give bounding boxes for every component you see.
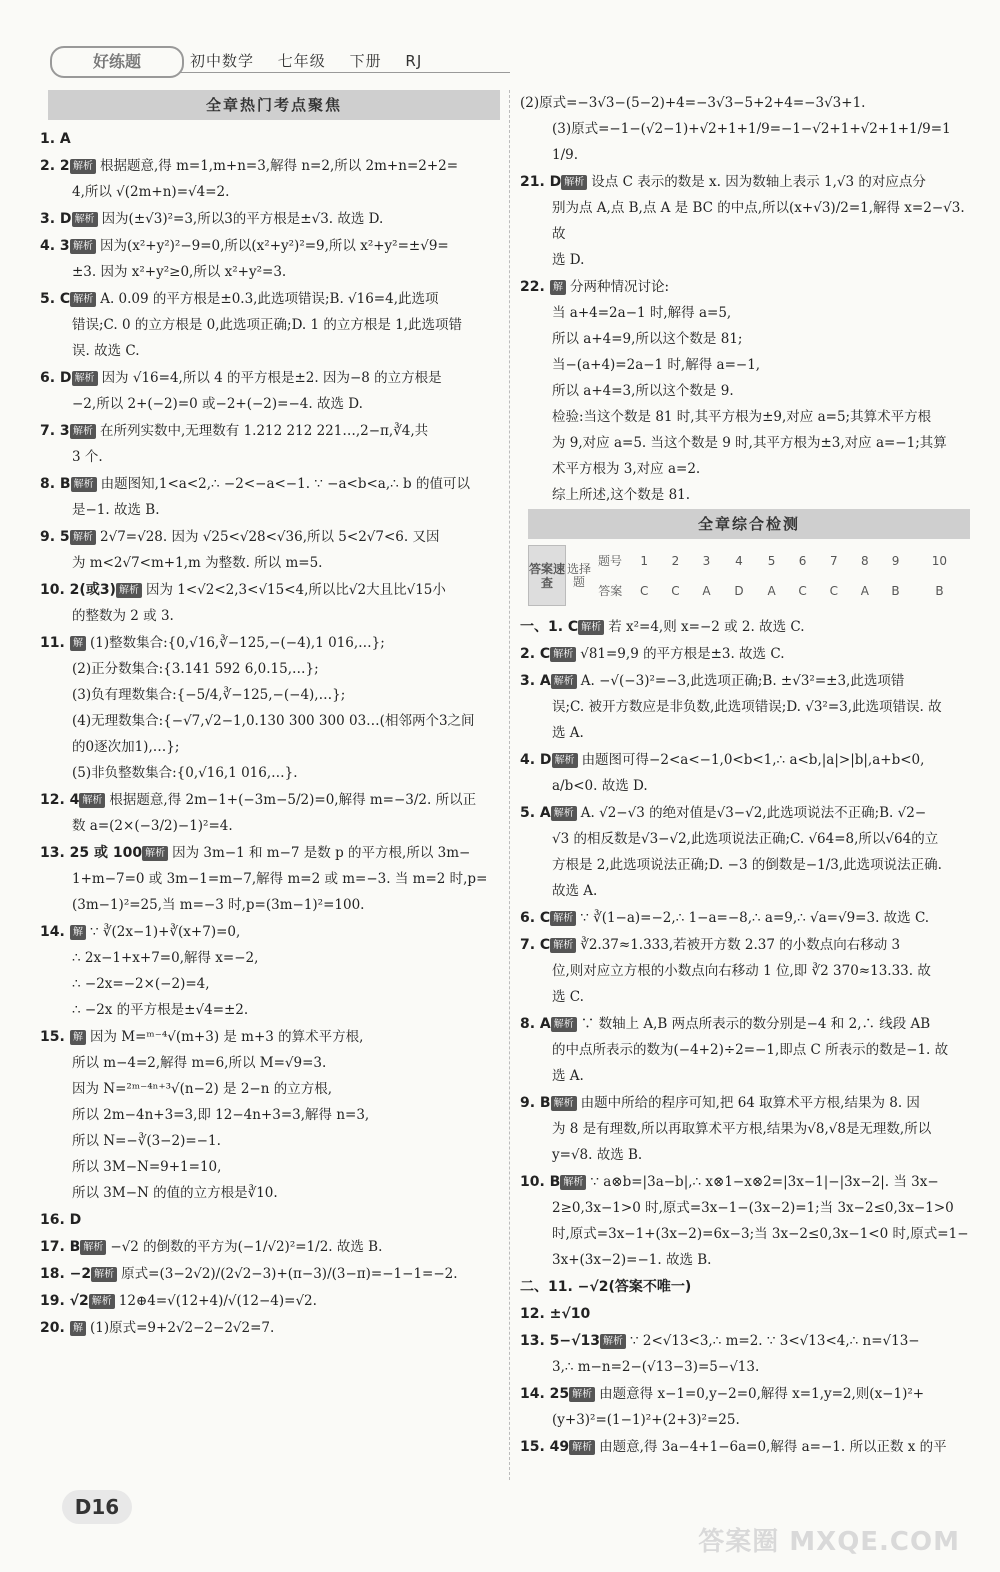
analysis-tag: 解析 bbox=[551, 1017, 577, 1032]
answer-number: 22. bbox=[520, 279, 545, 295]
analysis-tag: 解析 bbox=[72, 212, 98, 227]
answer-item bbox=[520, 169, 970, 273]
answer-item bbox=[40, 1024, 500, 1206]
answer-text: 2√7=√28. 因为 √25<√28<√36,所以 5<2√7<6. 又因 bbox=[100, 529, 440, 545]
section-title-left: 全章热门考点聚焦 bbox=[48, 90, 500, 120]
answer-text: 所以 2m−4n+3=3,即 12−4n+3=3,解得 n=3, bbox=[72, 1107, 370, 1123]
answer-number: 15. bbox=[40, 1029, 65, 1045]
answer-number: 5. A bbox=[520, 805, 551, 821]
answer-text: 为 9,对应 a=5. 当这个数是 9 时,其平方根为±3,对应 a=−1;其算 bbox=[552, 435, 947, 451]
answer-text: 因为 M=ᵐ⁻⁴√(m+3) 是 m+3 的算术平方根, bbox=[90, 1029, 364, 1045]
analysis-tag: 解析 bbox=[550, 911, 576, 926]
answer-text: 若 x²=4,则 x=−2 或 2. 故选 C. bbox=[608, 619, 805, 635]
answer-text: 分两种情况讨论: bbox=[570, 279, 670, 295]
answer-text: (1)原式=9+2√2−2−2√2=7. bbox=[90, 1320, 275, 1336]
answer-item bbox=[520, 274, 970, 508]
analysis-tag: 解 bbox=[70, 1321, 86, 1336]
answer-item bbox=[40, 1315, 500, 1341]
answer-number: 6. C bbox=[520, 910, 551, 926]
answer-text: 因为 N=²ᵐ⁻⁴ⁿ⁺³√(n−2) 是 2−n 的立方根, bbox=[72, 1081, 333, 1097]
edition: RJ bbox=[405, 52, 423, 70]
answer-number: 21. D bbox=[520, 174, 562, 190]
answer-text: (3)负有理数集合:{−5/4,∛−125,−(−4),…}; bbox=[72, 687, 346, 703]
answer-text: 为 8 是有理数,所以再取算术平方根,结果为√8,√8是无理数,所以 bbox=[552, 1121, 932, 1137]
answer-item bbox=[40, 919, 500, 1023]
answer-letter: D bbox=[734, 583, 744, 598]
answer-text: 因为 3m−1 和 m−7 是数 p 的平方根,所以 3m− bbox=[172, 845, 471, 861]
page-number: D16 bbox=[62, 1490, 132, 1524]
answer-item bbox=[520, 668, 970, 746]
answer-item bbox=[520, 932, 970, 1010]
analysis-tag: 解析 bbox=[71, 477, 97, 492]
analysis-tag: 解析 bbox=[70, 292, 96, 307]
answer-text: 因为 1<√2<2,3<√15<4,所以比√2大且比√15小 bbox=[145, 582, 446, 598]
analysis-tag: 解析 bbox=[72, 371, 98, 386]
answer-text: 是−1. 故选 B. bbox=[72, 502, 160, 518]
answer-text: 因为(x²+y²)²−9=0,所以(x²+y²)²=9,所以 x²+y²=±√9= bbox=[100, 238, 449, 254]
analysis-tag: 解析 bbox=[91, 1267, 117, 1282]
answer-table-label: 答案速查 bbox=[529, 546, 566, 606]
answer-item bbox=[520, 1381, 970, 1433]
answer-number: 14. bbox=[40, 924, 65, 940]
answer-number: 9. B bbox=[520, 1095, 551, 1111]
answer-item bbox=[520, 747, 970, 799]
answer-number: 7. 3 bbox=[40, 423, 70, 439]
answer-item bbox=[40, 126, 500, 152]
answer-item bbox=[40, 233, 500, 285]
answer-number: 12. 4 bbox=[40, 792, 80, 808]
answer-item bbox=[40, 1207, 500, 1233]
answer-text: 别为点 A,点 B,点 A 是 BC 的中点,所以(x+√3)/2=1,解得 x=2−√3. 故 bbox=[552, 200, 965, 242]
answer-item bbox=[40, 1261, 500, 1287]
answer-item bbox=[520, 1274, 970, 1300]
right-answer-list-bottom bbox=[520, 614, 970, 1460]
answer-text: 的整数为 2 或 3. bbox=[72, 608, 174, 624]
answer-item bbox=[40, 471, 500, 523]
answer-text: 由题意得 x−1=0,y−2=0,解得 x=1,y=2,则(x−1)²+ bbox=[599, 1386, 925, 1402]
answer-item bbox=[520, 1169, 970, 1273]
answer-text: ±3. 因为 x²+y²≥0,所以 x²+y²=3. bbox=[72, 264, 287, 280]
answer-num: 7 bbox=[830, 553, 838, 568]
answer-number: 2. C bbox=[520, 646, 551, 662]
answer-item bbox=[520, 641, 970, 667]
analysis-tag: 解析 bbox=[70, 424, 96, 439]
answer-text: 因为(±√3)²=3,所以3的平方根是±√3. 故选 D. bbox=[101, 211, 384, 227]
analysis-tag: 解析 bbox=[551, 1096, 577, 1111]
answer-item bbox=[40, 286, 500, 364]
column-divider bbox=[509, 90, 510, 1480]
analysis-tag: 解 bbox=[70, 1030, 86, 1045]
answer-number: 8. A bbox=[520, 1016, 551, 1032]
answer-item bbox=[40, 418, 500, 470]
analysis-tag: 解 bbox=[70, 925, 86, 940]
answer-item bbox=[40, 206, 500, 232]
answer-text: 位,则对应立方根的小数点向右移动 1 位,即 ∛2 370≈13.33. 故 bbox=[552, 963, 931, 979]
answer-text: 所以 N=−∛(3−2)=−1. bbox=[72, 1133, 221, 1149]
analysis-tag: 解 bbox=[70, 636, 86, 651]
answer-text: 故选 A. bbox=[552, 883, 598, 899]
answer-text: √3 的相反数是√3−√2,此选项说法正确;C. √64=8,所以√64的立 bbox=[552, 831, 939, 847]
analysis-tag: 解析 bbox=[70, 239, 96, 254]
answer-text: A. −√(−3)²=−3,此选项正确;B. ±√3²=±3,此选项错 bbox=[580, 673, 905, 689]
analysis-tag: 解析 bbox=[569, 1387, 595, 1402]
answer-item bbox=[40, 1234, 500, 1260]
answer-text: 所以 a+4=9,所以这个数是 81; bbox=[552, 331, 743, 347]
answer-item bbox=[520, 1090, 970, 1168]
answer-item bbox=[520, 1434, 970, 1460]
answer-text: (y+3)²=(1−1)²+(2+3)²=25. bbox=[552, 1412, 740, 1428]
answer-text: ∛2.37≈1.333,若被开方数 2.37 的小数点向右移动 3 bbox=[580, 937, 901, 953]
answer-table-num-header: 题号 bbox=[597, 553, 622, 568]
analysis-tag: 解析 bbox=[600, 1334, 626, 1349]
term: 下册 bbox=[349, 52, 382, 70]
answer-number: 11. bbox=[40, 635, 65, 651]
answer-text: 所以 a+4=3,所以这个数是 9. bbox=[552, 383, 734, 399]
answer-letter: A bbox=[767, 583, 776, 598]
answer-text: 3 个. bbox=[72, 449, 103, 465]
answer-text: 设点 C 表示的数是 x. 因为数轴上表示 1,√3 的对应点分 bbox=[591, 174, 926, 190]
answer-text: 方根是 2,此选项说法正确;D. −3 的倒数是−1/3,此选项说法正确. bbox=[552, 857, 942, 873]
answer-item bbox=[40, 153, 500, 205]
answer-number: 4. 3 bbox=[40, 238, 70, 254]
answer-number: 17. B bbox=[40, 1239, 81, 1255]
header-rule bbox=[180, 72, 510, 73]
analysis-tag: 解析 bbox=[89, 1294, 115, 1309]
watermark: 答案圈 MXQE.COM bbox=[698, 1527, 960, 1557]
answer-text: A. 0.09 的平方根是±0.3,此选项错误;B. √16=4,此选项 bbox=[100, 291, 439, 307]
answer-text: −√2 的倒数的平方为(−1/√2)²=1/2. 故选 B. bbox=[110, 1239, 383, 1255]
answer-text: 所以 3M−N=9+1=10, bbox=[72, 1159, 222, 1175]
answer-text: 误;C. 被开方数应是非负数,此选项错误;D. √3²=3,此选项错误. 故 bbox=[552, 699, 942, 715]
answer-item bbox=[520, 905, 970, 931]
answer-text: 综上所述,这个数是 81. bbox=[552, 487, 691, 503]
section-title-right: 全章综合检测 bbox=[528, 509, 970, 539]
answer-text: 因为 √16=4,所以 4 的平方根是±2. 因为−8 的立方根是 bbox=[101, 370, 442, 386]
answer-text: 术平方根为 3,对应 a=2. bbox=[552, 461, 701, 477]
answer-text: 3x+(3x−2)=−1. 故选 B. bbox=[552, 1252, 712, 1268]
answer-text: 由题图可得−2<a<−1,0<b<1,∴ a<b,|a|>|b|,a+b<0, bbox=[581, 752, 925, 768]
answer-text: 当−(a+4)=2a−1 时,解得 a=−1, bbox=[552, 357, 761, 373]
answer-number: 18. −2 bbox=[40, 1266, 92, 1282]
analysis-tag: 解析 bbox=[550, 938, 576, 953]
answer-number: 20. bbox=[40, 1320, 65, 1336]
answer-text: 所以 m−4=2,解得 m=6,所以 M=√9=3. bbox=[72, 1055, 327, 1071]
header-meta bbox=[190, 50, 440, 71]
left-column bbox=[40, 90, 500, 1342]
analysis-tag: 解析 bbox=[560, 1175, 586, 1190]
analysis-tag: 解析 bbox=[550, 647, 576, 662]
answer-text: 2≥0,3x−1>0 时,原式=3x−1−(3x−2)=1;当 3x−2≤0,3x−1>0 bbox=[552, 1200, 954, 1216]
answer-num: 4 bbox=[735, 553, 743, 568]
analysis-tag: 解析 bbox=[551, 674, 577, 689]
answer-text: −2,所以 2+(−2)=0 或−2+(−2)=−4. 故选 D. bbox=[72, 396, 363, 412]
right-answer-list-top bbox=[520, 90, 970, 508]
answer-text: ∵ a⊗b=|3a−b|,∴ x⊗1−x⊗2=|3x−1|−|3x−2|. 当 3x− bbox=[590, 1174, 939, 1190]
answer-text: 在所列实数中,无理数有 1.212 212 221…,2−π,∛4,共 bbox=[100, 423, 429, 439]
answer-item bbox=[520, 614, 970, 640]
answer-text: √81=9,9 的平方根是±3. 故选 C. bbox=[580, 646, 785, 662]
answer-text: ∵ 数轴上 A,B 两点所表示的数分别是−4 和 2,∴ 线段 AB bbox=[580, 1016, 931, 1032]
answer-number: 12. ±√10 bbox=[520, 1306, 591, 1322]
page-header bbox=[40, 42, 960, 82]
answer-letter: A bbox=[860, 583, 869, 598]
answer-quick-table bbox=[528, 545, 968, 606]
answer-text: 的0逐次加1),…}; bbox=[72, 739, 180, 755]
answer-number: 4. D bbox=[520, 752, 552, 768]
answer-text: ∴ −2x 的平方根是±√4=±2. bbox=[72, 1002, 249, 1018]
analysis-tag: 解析 bbox=[80, 1240, 106, 1255]
answer-text: 选 C. bbox=[552, 989, 584, 1005]
answer-text: 数 a=(2×(−3/2)−1)²=4. bbox=[72, 818, 233, 834]
answer-item bbox=[40, 1288, 500, 1314]
answer-num: 5 bbox=[767, 553, 776, 568]
answer-text: (4)无理数集合:{−√7,√2−1,0.130 300 300 03…(相邻两个3之间 bbox=[72, 713, 475, 729]
analysis-tag: 解析 bbox=[551, 806, 577, 821]
analysis-tag: 解析 bbox=[70, 159, 96, 174]
answer-text: ∵ 2<√13<3,∴ m=2. ∵ 3<√13<4,∴ n=√13− bbox=[629, 1333, 920, 1349]
analysis-tag: 解析 bbox=[70, 530, 96, 545]
answer-text: (2)原式=−3√3−(5−2)+4=−3√3−5+2+4=−3√3+1. bbox=[520, 95, 866, 111]
answer-text: (3m−1)²=25,当 m=−3 时,p=(3m−1)²=100. bbox=[72, 897, 365, 913]
answer-item bbox=[40, 524, 500, 576]
answer-text: ∴ 2x−1+x+7=0,解得 x=−2, bbox=[72, 950, 259, 966]
answer-letter: C bbox=[829, 583, 839, 598]
analysis-tag: 解析 bbox=[552, 753, 578, 768]
answer-number: 6. D bbox=[40, 370, 72, 386]
answer-number: 9. 5 bbox=[40, 529, 70, 545]
answer-item bbox=[40, 787, 500, 839]
answer-text: 的中点所表示的数为(−4+2)÷2=−1,即点 C 所表示的数是−1. 故 bbox=[552, 1042, 949, 1058]
answer-number: 10. B bbox=[520, 1174, 561, 1190]
answer-text: 12⊕4=√(12+4)/√(12−4)=√2. bbox=[118, 1293, 317, 1309]
answer-num: 10 bbox=[931, 553, 948, 568]
answer-text: 选 D. bbox=[552, 252, 585, 268]
answer-item bbox=[520, 90, 970, 168]
answer-item bbox=[40, 577, 500, 629]
answer-text: 时,原式=3x−1+(3x−2)=6x−3;当 3x−2≤0,3x−1<0 时,原式=1− bbox=[552, 1226, 969, 1242]
answer-text: 误. 故选 C. bbox=[72, 343, 140, 359]
analysis-tag: 解析 bbox=[79, 793, 105, 808]
answer-letter: B bbox=[935, 583, 944, 598]
answer-number: 一、1. C bbox=[520, 619, 579, 635]
answer-number: 1. A bbox=[40, 131, 71, 147]
answer-text: (2)正分数集合:{3.141 592 6,0.15,…}; bbox=[72, 661, 319, 677]
answer-text: 1+m−7=0 或 3m−1=m−7,解得 m=2 或 m=−3. 当 m=2 时,p= bbox=[72, 871, 488, 887]
right-column bbox=[520, 90, 970, 1461]
answer-text: 由题意,得 3a−4+1−6a=0,解得 a=−1. 所以正数 x 的平 bbox=[599, 1439, 947, 1455]
answer-text: 选 A. bbox=[552, 725, 584, 741]
answer-letter: C bbox=[798, 583, 807, 598]
answer-letter: B bbox=[891, 583, 900, 598]
answer-number: 10. 2(或3) bbox=[40, 582, 116, 598]
answer-number: 16. D bbox=[40, 1212, 82, 1228]
answer-text: 所以 3M−N 的值的立方根是∛10. bbox=[72, 1185, 278, 1201]
answer-num: 3 bbox=[702, 553, 711, 568]
answer-number: 3. D bbox=[40, 211, 72, 227]
answer-letter: A bbox=[702, 583, 711, 598]
answer-text: 4,所以 √(2m+n)=√4=2. bbox=[72, 184, 230, 200]
answer-item bbox=[40, 365, 500, 417]
answer-number: 13. 5−√13 bbox=[520, 1333, 600, 1349]
analysis-tag: 解析 bbox=[578, 620, 604, 635]
answer-text: a/b<0. 故选 D. bbox=[552, 778, 648, 794]
answer-text: 选 A. bbox=[552, 1068, 584, 1084]
answer-text: 为 m<2√7<m+1,m 为整数. 所以 m=5. bbox=[72, 555, 323, 571]
answer-text: 3,∴ m−n=2−(√13−3)=5−√13. bbox=[552, 1359, 760, 1375]
answer-number: 5. C bbox=[40, 291, 71, 307]
answer-number: 15. 49 bbox=[520, 1439, 570, 1455]
answer-number: 14. 25 bbox=[520, 1386, 570, 1402]
answer-text: 原式=(3−2√2)/(2√2−3)+(π−3)/(3−π)=−1−1=−2. bbox=[121, 1266, 458, 1282]
left-answer-list bbox=[40, 126, 500, 1341]
answer-item bbox=[40, 630, 500, 786]
analysis-tag: 解析 bbox=[142, 846, 168, 861]
answer-letter: C bbox=[639, 583, 649, 598]
answer-text: ∵ ∛(1−a)=−2,∴ 1−a=−8,∴ a=9,∴ √a=√9=3. 故选 C. bbox=[580, 910, 930, 926]
answer-text: 当 a+4=2a−1 时,解得 a=5, bbox=[552, 305, 732, 321]
analysis-tag: 解析 bbox=[569, 1440, 595, 1455]
analysis-tag: 解析 bbox=[561, 175, 587, 190]
answer-num: 6 bbox=[798, 553, 807, 568]
answer-text: A. √2−√3 的绝对值是√3−√2,此选项说法不正确;B. √2− bbox=[580, 805, 927, 821]
answer-item bbox=[520, 1011, 970, 1089]
brand-logo: 好练题 bbox=[50, 46, 184, 78]
answer-item bbox=[520, 1301, 970, 1327]
analysis-tag: 解 bbox=[550, 280, 566, 295]
answer-number: 8. B bbox=[40, 476, 71, 492]
answer-number: 3. A bbox=[520, 673, 551, 689]
answer-text: (1)整数集合:{0,√16,∛−125,−(−4),1 016,…}; bbox=[90, 635, 385, 651]
subject: 初中数学 bbox=[190, 52, 255, 70]
answer-item bbox=[40, 840, 500, 918]
answer-num: 9 bbox=[891, 553, 900, 568]
answer-number: 2. 2 bbox=[40, 158, 70, 174]
answer-number: 7. C bbox=[520, 937, 551, 953]
answer-letter: C bbox=[671, 583, 680, 598]
answer-text: 根据题意,得 2m−1+(−3m−5/2)=0,解得 m=−3/2. 所以正 bbox=[109, 792, 477, 808]
answer-item bbox=[520, 1328, 970, 1380]
answer-number: 13. 25 或 100 bbox=[40, 845, 143, 861]
answer-text: (5)非负整数集合:{0,√16,1 016,…}. bbox=[72, 765, 298, 781]
answer-number: 19. √2 bbox=[40, 1293, 89, 1309]
grade: 七年级 bbox=[277, 52, 326, 70]
analysis-tag: 解析 bbox=[116, 583, 142, 598]
answer-number: 二、11. −√2(答案不唯一) bbox=[520, 1279, 692, 1295]
answer-text: ∵ ∛(2x−1)+∛(x+7)=0, bbox=[90, 924, 241, 940]
answer-text: (3)原式=−1−(√2−1)+√2+1+1/9=−1−√2+1+√2+1+1/9=1 1/9. bbox=[552, 121, 951, 163]
answer-num: 1 bbox=[640, 553, 648, 568]
answer-text: y=√8. 故选 B. bbox=[552, 1147, 643, 1163]
answer-table-row-label: 选择题 bbox=[566, 561, 591, 589]
answer-text: 由题图知,1<a<2,∴ −2<−a<−1. ∵ −a<b<a,∴ b 的值可以 bbox=[100, 476, 470, 492]
answer-table-answer-header: 答案 bbox=[598, 583, 623, 598]
answer-text: 由题中所给的程序可知,把 64 取算术平方根,结果为 8. 因 bbox=[580, 1095, 920, 1111]
answer-text: 错误;C. 0 的立方根是 0,此选项正确;D. 1 的立方根是 1,此选项错 bbox=[72, 317, 463, 333]
answer-num: 2 bbox=[671, 553, 680, 568]
answer-num: 8 bbox=[861, 553, 869, 568]
answer-text: ∴ −2x=−2×(−2)=4, bbox=[72, 976, 210, 992]
answer-text: 根据题意,得 m=1,m+n=3,解得 n=2,所以 2m+n=2+2= bbox=[100, 158, 459, 174]
answer-item bbox=[520, 800, 970, 904]
answer-text: 检验:当这个数是 81 时,其平方根为±9,对应 a=5;其算术平方根 bbox=[552, 409, 932, 425]
